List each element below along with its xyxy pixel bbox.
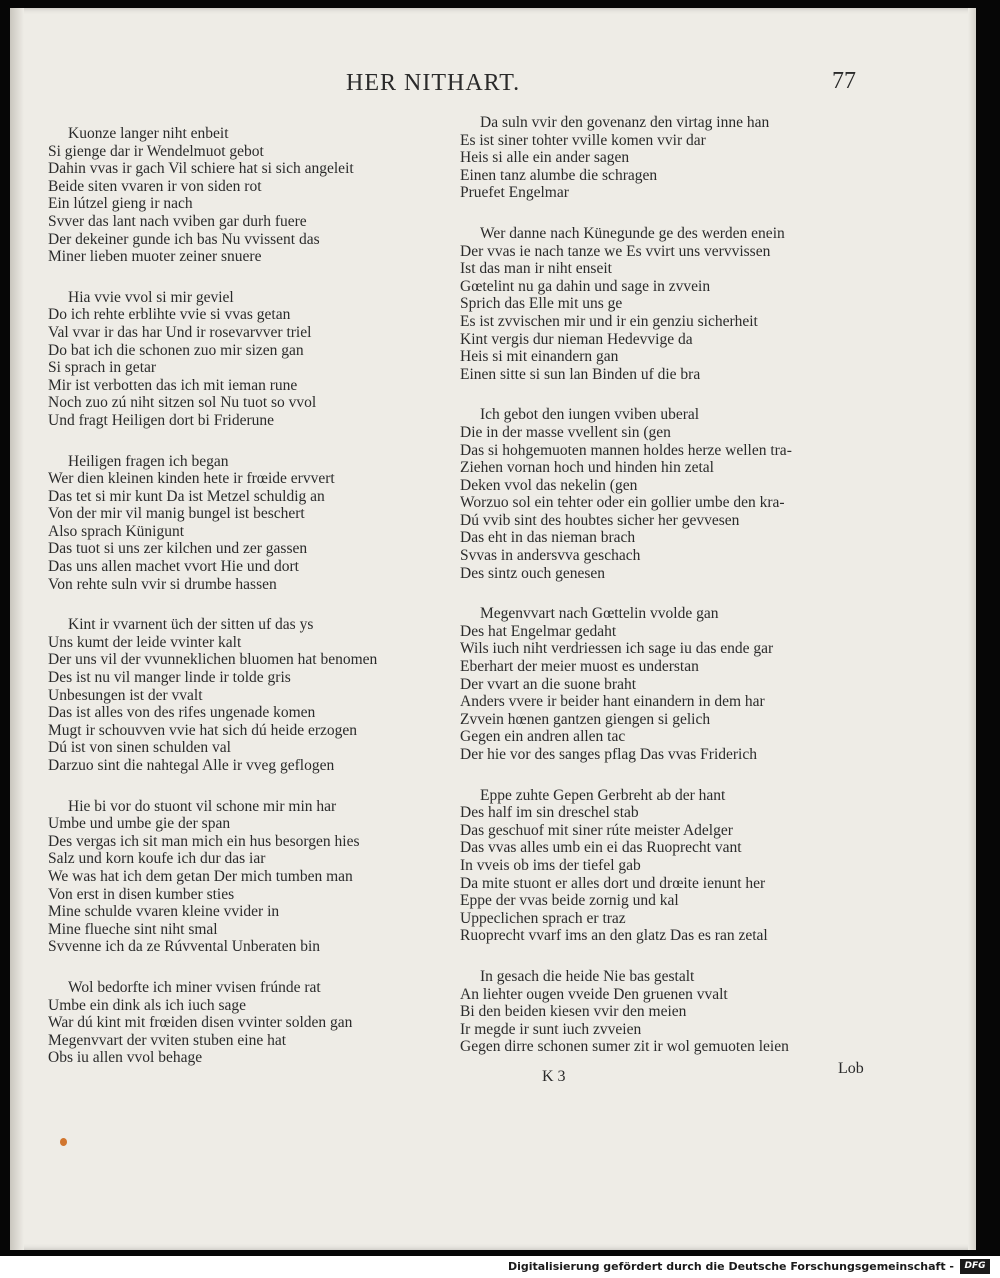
verse-line: Es ist siner tohter vville komen vvir dar <box>460 131 706 149</box>
verse-line: Das ist alles von des rifes ungenade komen <box>48 704 316 722</box>
verse-line: Das si hohgemuoten mannen holdes herze wellen tra- <box>460 441 792 459</box>
left-column <box>48 125 468 1090</box>
verse-line: Des vergas ich sit man mich ein hus besorgen hies <box>48 832 360 850</box>
verse-line: Svvenne ich da ze Rúvvental Unberaten bin <box>48 938 321 956</box>
stanza <box>460 406 880 582</box>
stanza <box>460 114 880 202</box>
verse-line: Der uns vil der vvunneklichen bluomen hat benomen <box>48 651 378 669</box>
verse-line: Worzuo sol ein tehter oder ein gollier umbe den kra- <box>460 494 785 512</box>
stanza <box>48 289 468 430</box>
stanza <box>48 125 468 266</box>
verse-line: Do bat ich die schonen zuo mir sizen gan <box>48 341 304 359</box>
verse-line: Des half im sin dreschel stab <box>460 804 639 822</box>
dfg-logo: DFG <box>960 1259 990 1274</box>
verse-line: Der vvas ie nach tanze we Es vvirt uns vervvissen <box>460 242 771 260</box>
verse-line: Dú vvib sint des houbtes sicher her gevvesen <box>460 511 740 529</box>
verse-line: Obs iu allen vvol behage <box>48 1049 203 1067</box>
verse-line: Umbe und umbe gie der span <box>48 815 231 833</box>
verse-line: Des sintz ouch genesen <box>460 564 606 582</box>
verse-line: Megenvvart nach Gœttelin vvolde gan <box>480 605 719 623</box>
stanza <box>48 798 468 956</box>
verse-line: Deken vvol das nekelin (gen <box>460 476 638 494</box>
verse-line: Do ich rehte erblihte vvie si vvas getan <box>48 306 291 324</box>
stanza <box>460 605 880 763</box>
verse-line: Wer dien kleinen kinden hete ir frœide ervvert <box>48 470 335 488</box>
verse-line: Von der mir vil manig bungel ist beschert <box>48 505 305 523</box>
verse-line: Mine schulde vvaren kleine vvider in <box>48 903 280 921</box>
verse-line: We was hat ich dem getan Der mich tumben man <box>48 867 353 885</box>
verse-line: Die in der masse vvellent sin (gen <box>460 423 671 441</box>
verse-line: Hia vvie vvol si mir geviel <box>68 288 234 306</box>
verse-line: Anders vvere ir beider hant einandern in dem har <box>460 693 765 711</box>
verse-line: Des ist nu vil manger linde ir tolde gris <box>48 669 291 687</box>
verse-line: Da mite stuont er alles dort und drœite ienunt her <box>460 874 766 892</box>
verse-line: Darzuo sint die nahtegal Alle ir vveg geflogen <box>48 757 335 774</box>
verse-line: Es ist zvvischen mir und ir ein genziu sicherheit <box>460 312 758 330</box>
stanza <box>460 225 880 383</box>
verse-line: In vveis ob ims der tiefel gab <box>460 856 641 874</box>
verse-line: Wils iuch niht verdriessen ich sage iu das ende gar <box>460 640 774 658</box>
verse-line: Eppe der vvas beide zornig und kal <box>460 892 679 910</box>
verse-line: Heiligen fragen ich began <box>68 452 229 470</box>
verse-line: Zvvein hœnen gantzen giengen si gelich <box>460 710 711 728</box>
verse-line: Kint vergis dur nieman Hedevvige da <box>460 330 693 348</box>
stanza <box>48 453 468 594</box>
verse-line: Eberhart der meier muost es understan <box>460 658 699 676</box>
verse-line: Kuonze langer niht enbeit <box>68 125 229 142</box>
verse-line: Ir megde ir sunt iuch zvveien <box>460 1020 642 1038</box>
verse-line: Mine flueche sint niht smal <box>48 920 218 938</box>
verse-line: Heis si alle ein ander sagen <box>460 149 630 167</box>
verse-line: Der dekeiner gunde ich bas Nu vvissent das <box>48 230 320 248</box>
verse-line: Unbesungen ist der vvalt <box>48 686 203 704</box>
verse-line: Hie bi vor do stuont vil schone mir min har <box>68 797 337 815</box>
verse-line: Ein lútzel gieng ir nach <box>48 195 193 213</box>
stanza <box>460 968 880 1056</box>
verse-line: Mir ist verbotten das ich mit ieman rune <box>48 376 298 394</box>
verse-line: Der hie vor des sanges pflag Das vvas Friderich <box>460 746 757 763</box>
page-number: 77 <box>832 68 856 94</box>
verse-line: Der vvart an die suone braht <box>460 675 637 693</box>
verse-line: Einen tanz alumbe die schragen <box>460 166 658 184</box>
verse-line: Umbe ein dink als ich iuch sage <box>48 996 247 1014</box>
verse-line: Salz und korn koufe ich dur das iar <box>48 850 266 868</box>
signature-mark: K 3 <box>542 1068 566 1085</box>
book-page <box>10 8 976 1250</box>
verse-line: Eppe zuhte Gepen Gerbreht ab der hant <box>480 786 726 804</box>
verse-line: Dahin vvas ir gach Vil schiere hat si sich angeleit <box>48 160 354 178</box>
verse-line: Si gienge dar ir Wendelmuot gebot <box>48 142 264 160</box>
verse-line: Uns kumt der leide vvinter kalt <box>48 633 242 651</box>
verse-line: Bi den beiden kiesen vvir den meien <box>460 1003 687 1021</box>
verse-line: Megenvvart der vviten stuben eine hat <box>48 1031 287 1049</box>
stanza <box>460 787 880 945</box>
verse-line: Heis si mit einandern gan <box>460 348 619 366</box>
verse-line: Von erst in disen kumber sties <box>48 885 235 903</box>
verse-line: Also sprach Künigunt <box>48 522 185 540</box>
stanza <box>48 616 468 774</box>
page-gutter <box>10 8 24 1250</box>
verse-line: Miner lieben muoter zeiner snuere <box>48 248 262 266</box>
verse-line: War dú kint mit frœiden disen vvinter solden gan <box>48 1014 353 1032</box>
verse-line: Das tuot si uns zer kilchen und zer gassen <box>48 540 308 558</box>
verse-line: Das tet si mir kunt Da ist Metzel schuldig an <box>48 487 325 505</box>
verse-line: Mugt ir schouvven vvie hat sich dú heide erzogen <box>48 721 358 739</box>
verse-line: Pruefet Engelmar <box>460 184 569 202</box>
verse-line: Das uns allen machet vvort Hie und dort <box>48 558 299 576</box>
verse-line: Beide siten vvaren ir von siden rot <box>48 177 262 195</box>
verse-line: Gegen dirre schonen sumer zit ir wol gemuoten leien <box>460 1038 789 1056</box>
verse-line: Ruoprecht vvarf ims an den glatz Das es ran zetal <box>460 927 768 945</box>
verse-line: Si sprach in getar <box>48 359 157 377</box>
verse-line: Svver das lant nach vviben gar durh fuere <box>48 212 307 230</box>
page-edge <box>968 8 976 1250</box>
verse-line: Da suln vvir den govenanz den virtag inne han <box>480 114 770 131</box>
verse-line: Uppeclichen sprach er traz <box>460 909 626 927</box>
verse-line: Wer danne nach Künegunde ge des werden enein <box>480 224 785 242</box>
verse-line: Dú ist von sinen schulden val <box>48 739 231 757</box>
stanza <box>48 979 468 1067</box>
verse-line: Ich gebot den iungen vviben uberal <box>480 406 700 424</box>
verse-line: Gœtelint nu ga dahin und sage in zvvein <box>460 277 711 295</box>
verse-line: Von rehte suln vvir si drumbe hassen <box>48 575 277 593</box>
footer-bar <box>0 1256 1000 1278</box>
verse-line: Und fragt Heiligen dort bi Friderune <box>48 411 274 429</box>
verse-line: Ist das man ir niht enseit <box>460 260 612 278</box>
verse-line: Das geschuof mit siner rúte meister Adelger <box>460 821 733 839</box>
verse-line: Kint ir vvarnent üch der sitten uf das ys <box>68 616 314 634</box>
verse-line: Einen sitte si sun lan Binden uf die bra <box>460 365 701 383</box>
verse-line: Des hat Engelmar gedaht <box>460 622 617 640</box>
verse-line: Noch zuo zú niht sitzen sol Nu tuot so vvol <box>48 394 317 412</box>
verse-line: Gegen ein andren allen tac <box>460 728 626 746</box>
footer-credit: Digitalisierung gefördert durch die Deutsche Forschungsgemeinschaft - <box>507 1260 954 1273</box>
verse-line: Das eht in das nieman brach <box>460 529 636 547</box>
verse-line: Svvas in andersvva geschach <box>460 547 641 565</box>
catchword: Lob <box>838 1060 864 1077</box>
right-column <box>460 114 880 1079</box>
verse-line: An liehter ougen vveide Den gruenen vvalt <box>460 985 728 1003</box>
running-head: HER NITHART. <box>346 70 521 96</box>
verse-line: Wol bedorfte ich miner vvisen frúnde rat <box>68 978 321 996</box>
verse-line: Das vvas alles umb ein ei das Ruoprecht vant <box>460 839 742 857</box>
verse-line: Sprich das Elle mit uns ge <box>460 295 623 313</box>
verse-line: Val vvar ir das har Und ir rosevarvver triel <box>48 323 312 341</box>
verse-line: In gesach die heide Nie bas gestalt <box>480 967 695 985</box>
verse-line: Ziehen vornan hoch und hinden hin zetal <box>460 459 714 477</box>
paper-stain <box>60 1138 67 1146</box>
